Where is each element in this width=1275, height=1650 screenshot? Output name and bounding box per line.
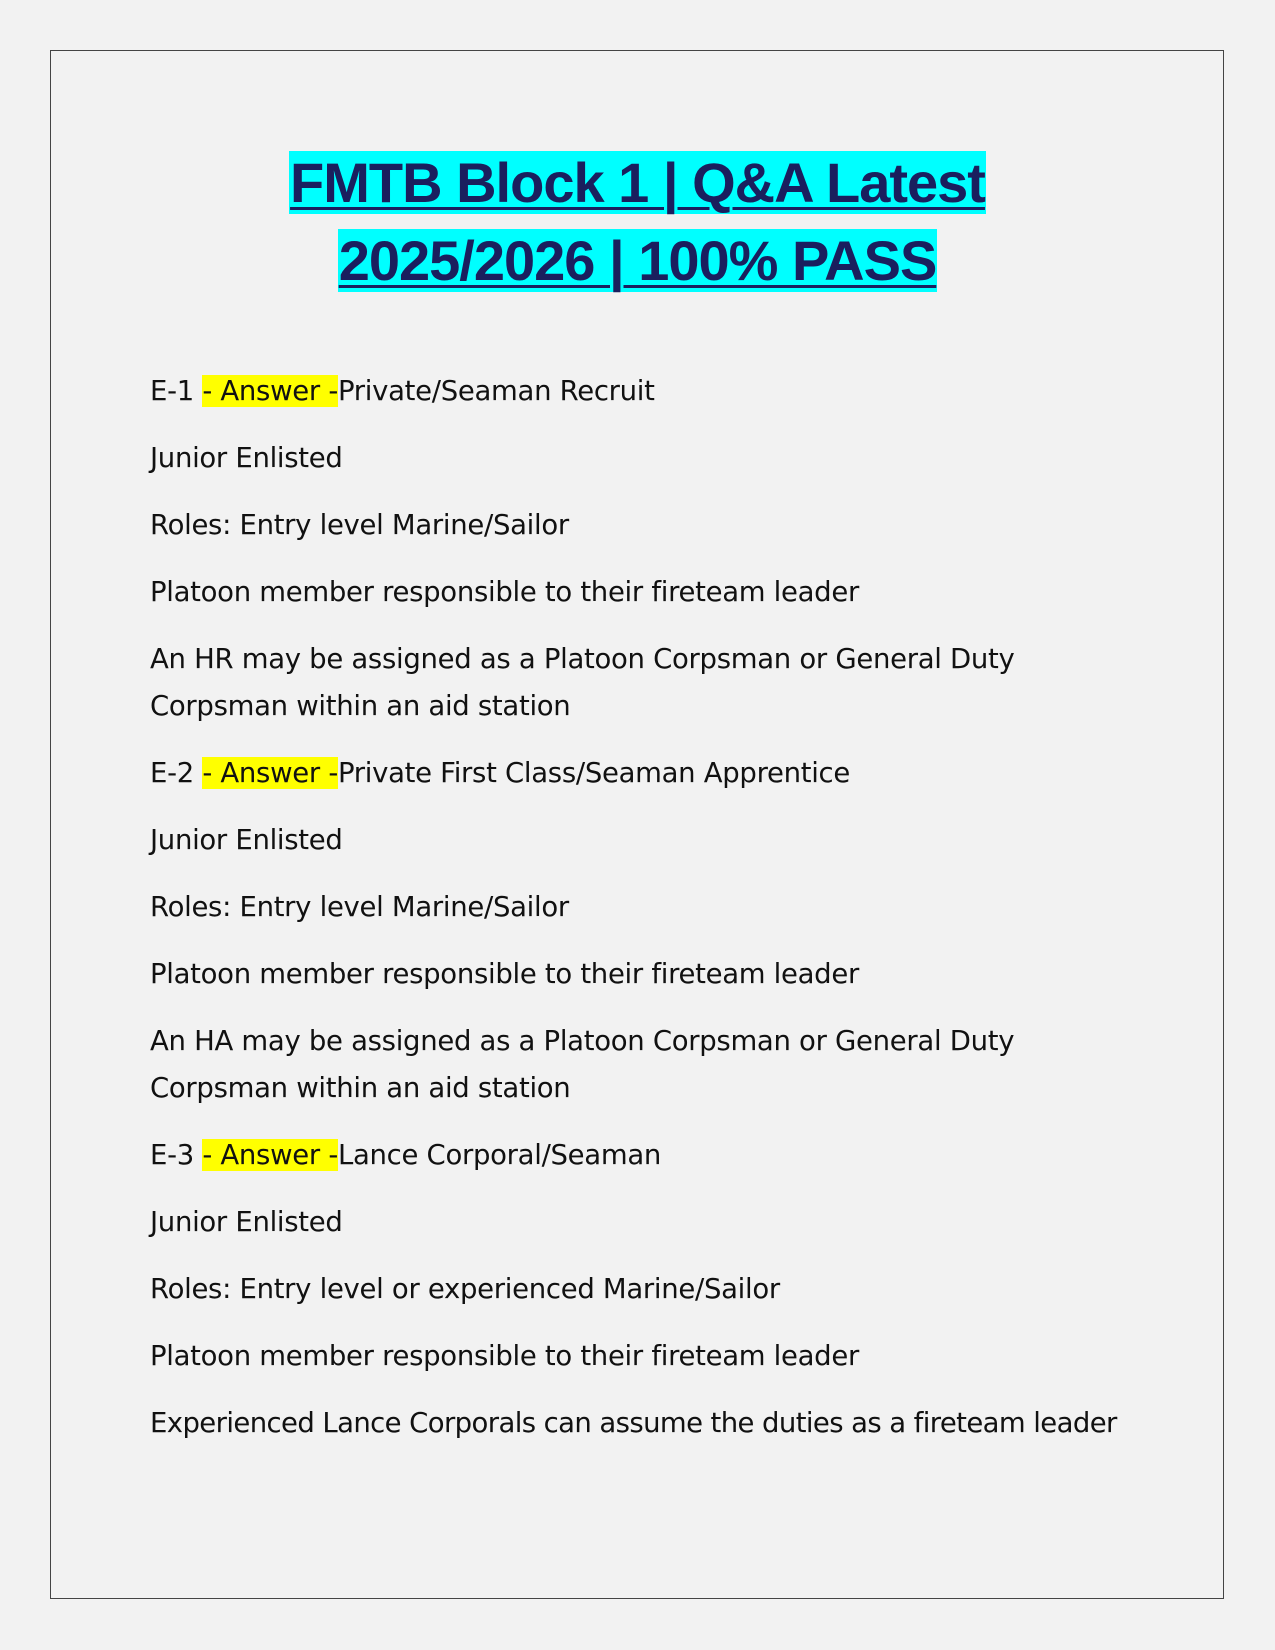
title-line-2: 2025/2026 | 100% PASS [338, 229, 937, 292]
answer-detail: Roles: Entry level Marine/Sailor [150, 891, 569, 923]
answer-detail: Roles: Entry level Marine/Sailor [150, 509, 569, 541]
answer-detail: Platoon member responsible to their fireteam leader [150, 576, 859, 608]
answer-detail: Junior Enlisted [150, 824, 343, 856]
answer-detail: Roles: Entry level or experienced Marine/Sailor [150, 1273, 780, 1305]
question-answer-line [150, 368, 1150, 415]
answer-text: Lance Corporal/Seaman [337, 1139, 662, 1171]
answer-detail: An HR may be assigned as a Platoon Corpsman or General Duty Corpsman within an aid station [150, 643, 1015, 722]
answer-detail: Junior Enlisted [150, 442, 343, 474]
question-answer-line [150, 750, 1150, 797]
answer-text: Private/Seaman Recruit [337, 375, 655, 407]
question-term: E-3 [150, 1139, 203, 1171]
answer-detail: Junior Enlisted [150, 1206, 343, 1238]
document-title [0, 144, 1275, 300]
title-line-1: FMTB Block 1 | Q&A Latest [290, 151, 985, 214]
answer-marker: - Answer - [202, 375, 338, 407]
answer-detail: An HA may be assigned as a Platoon Corpsman or General Duty Corpsman within an aid station [150, 1025, 1015, 1104]
question-term: E-2 [150, 757, 203, 789]
qa-content [150, 368, 1150, 1467]
question-answer-line [150, 1132, 1150, 1179]
answer-text: Private First Class/Seaman Apprentice [337, 757, 850, 789]
answer-detail: Platoon member responsible to their fireteam leader [150, 1340, 859, 1372]
answer-marker: - Answer - [202, 1139, 338, 1171]
question-term: E-1 [150, 375, 203, 407]
answer-marker: - Answer - [202, 757, 338, 789]
answer-detail: Experienced Lance Corporals can assume the duties as a fireteam leader [150, 1407, 1117, 1439]
answer-detail: Platoon member responsible to their fireteam leader [150, 958, 859, 990]
